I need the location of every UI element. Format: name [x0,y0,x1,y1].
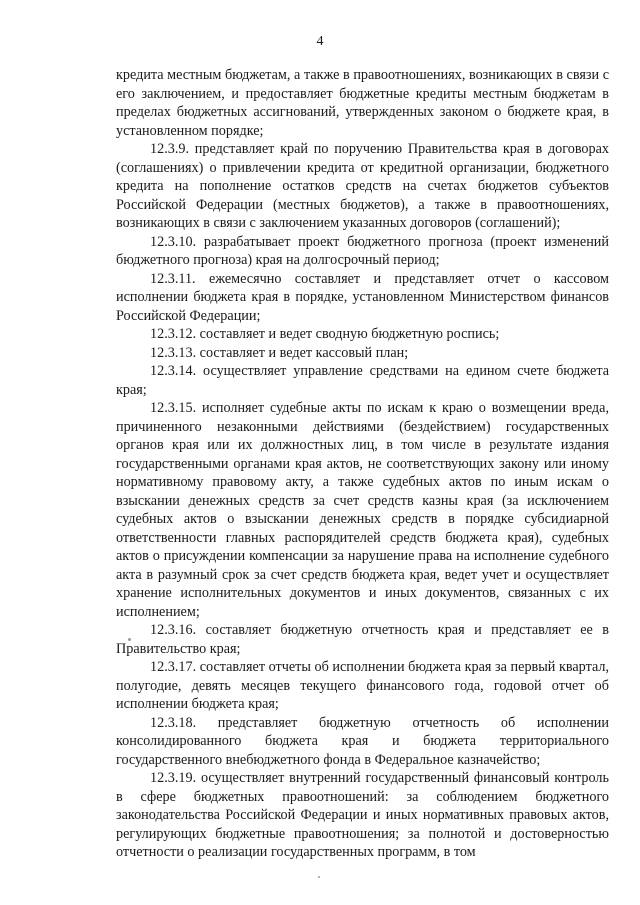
scan-speck [318,876,320,878]
paragraph-12-3-10: 12.3.10. разрабатывает проект бюджетного прогноза (проект изменений бюджетного прогноза) края на долгосрочный период; [116,233,609,268]
paragraph-12-3-16: 12.3.16. составляет бюджетную отчетность края и представляет ее в Правительство края; [116,622,609,657]
paragraph-12-3-13: 12.3.13. составляет и ведет кассовый план; [150,344,409,361]
page-number: 4 [316,34,324,49]
scan-speck [128,638,131,641]
paragraph-12-3-11: 12.3.11. ежемесячно составляет и представляет отчет о кассовом исполнении бюджета края в порядке, установленном Министерством финансов Российской Федерации; [116,270,609,324]
document-body [116,66,609,862]
paragraph-12-3-17: 12.3.17. составляет отчеты об исполнении бюджета края за первый квартал, полугодие, девять месяцев текущего финансового года, годовой отчет об исполнении бюджета края; [116,659,609,712]
paragraph-12-3-18: 12.3.18. представляет бюджетную отчетность об исполнении консолидированного бюджета края и бюджета территориального государственного внебюджетного фонда в Федеральное казначейство; [116,714,609,768]
paragraph-12-3-9: 12.3.9. представляет край по поручению Правительства края в договорах (соглашениях) о привлечении кредита от кредитной организации, бюджетного кредита на пополнение остатков средств на счетах бюджетов субъектов Российской Федерации (местных бюджетов), а также в правоотношениях, возникающих в связи с заключением указанных договоров (соглашений); [116,141,609,231]
paragraph-12-3-19: 12.3.19. осуществляет внутренний государственный финансовый контроль в сфере бюджетных правоотношений: за соблюдением бюджетного законодательства Российской Федерации и иных нормативных правовых актов, регулирующих бюджетные правоотношения; за полнотой и достоверностью отчетности о реализации государственных программ, в том [116,770,609,860]
paragraph-12-3-12: 12.3.12. составляет и ведет сводную бюджетную роспись; [150,326,500,342]
paragraph-continuation: кредита местным бюджетам, а также в правоотношениях, возникающих в связи с его заключением, и предоставляет бюджетные кредиты местным бюджетам в пределах бюджетных ассигнований, утвержденных законом о бюджете края, в установленном порядке; [116,67,609,139]
paragraph-12-3-14: 12.3.14. осуществляет управление средствами на едином счете бюджета края; [116,363,609,398]
paragraph-12-3-15: 12.3.15. исполняет судебные акты по искам к краю о возмещении вреда, причиненного незаконными действиями (бездействием) государственных органов края или их должностных лиц, в том числе в результате издания государственными органами края актов, не соответствующих закону или иному нормативному правовому акту, а также судебных актов по иным искам о взыскании денежных средств за счет средств казны края (за исключением судебных актов о взыскании денежных средств в порядке субсидиарной ответственности главных распорядителей средств бюджета края), судебных актов о присуждении компенсации за нарушение права на исполнение судебного акта в разумный срок за счет средств бюджета края, ведет учет и осуществляет хранение исполнительных документов и иных документов, связанных с их исполнением; [116,400,609,620]
